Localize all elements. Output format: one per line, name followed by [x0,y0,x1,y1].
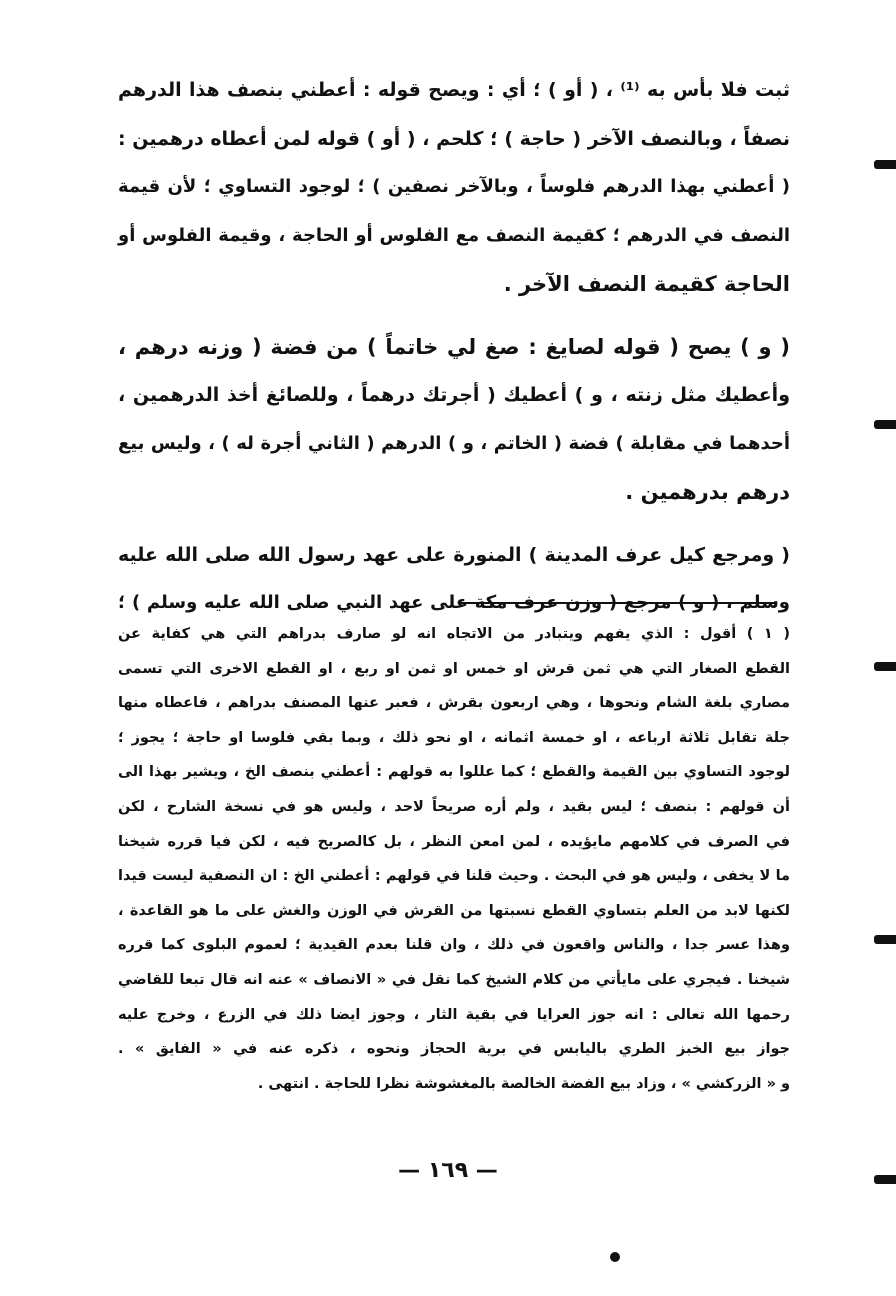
ink-dot [610,1252,620,1262]
page-edge-mark [874,160,896,169]
page-number: — ١٦٩ — [398,1158,498,1183]
text-line: ( ومرجع كيل عرف المدينة ) المنورة على عهد رسول الله صلى الله عليه [118,543,790,566]
footnote-separator [458,602,776,604]
footnote-line: لكنها لابد من العلم بتساوي القطع نسبتها من القرش في الوزن والغش على ما هو القاعدة ، [118,902,790,919]
footnote-line: أن قولهم : بنصف ؛ ليس بقيد ، ولم أره صريحاً لاحد ، وليس هو في نسخة الشارح ، لكن [118,798,790,815]
footnote-line: القطع الصغار التي هي ثمن قرش او خمس او ثمن او ربع ، او القطع الاخرى التي تسمى [118,660,790,677]
text-line: وسلم ، ( و ) مرجع ( وزن عرف مكة على عهد النبي صلى الله عليه وسلم ) ؛ [118,592,790,613]
footnote-line: رحمها الله تعالى : انه جوز العرايا في بقية الثار ، وجوز ايضا ذلك في الزرع ، وخرج عليه [118,1006,790,1023]
text-line: نصفاً ، وبالنصف الآخر ( حاجة ) ؛ كلحم ، ( أو ) قوله لمن أعطاه درهمين : [118,127,790,150]
footnote-line: مصاري بلغة الشام ونحوها ، وهي اربعون بقرش ، فعبر عنها المصنف بدراهم ، فاعطاه منها [118,695,790,712]
page-edge-mark [874,1175,896,1184]
text-line: النصف في الدرهم ؛ كقيمة النصف مع الفلوس أو الحاجة ، وقيمة الفلوس أو [118,224,790,246]
text-line: الحاجة كقيمة النصف الآخر . [503,272,790,296]
text-line: ( و ) يصح ( قوله لصايغ : صغ لي خاتماً ) من فضة ( وزنه درهم ، [118,334,790,359]
footnote-line: ( ١ ) أقول : الذي يفهم ويتبادر من الاتجاه انه لو صارف بدراهم التي هي كفاية عن [118,626,790,642]
page-edge-mark [874,420,896,429]
footnote-line: وهذا عسر جدا ، والناس واقعون في ذلك ، وان قلنا بعدم القيدية ؛ لعموم البلوى كما قرره [118,937,790,954]
page-edge-mark [874,935,896,944]
text-line: ( أعطني بهذا الدرهم فلوساً ، وبالآخر نصفين ) ؛ لوجود التساوي ؛ لأن قيمة [118,176,790,197]
footnote-line: شيخنا . فيجري على مايأتي من كلام الشيخ كما نقل في « الانصاف » عنه انه قال تبعا للقاضي [118,971,790,988]
page-edge-mark [874,662,896,671]
footnote-line: جلة تقابل ثلاثة ارباعه ، او خمسة اثمانه ، او نحو ذلك ، وبما بقي فلوسا او حاجة ؛ يجوز ؛ [118,729,790,746]
footnote-line: ما لا يخفى ، وليس هو في البحث . وحيث قلنا في قولهم : أعطني الخ : ان النصفية ليست قيدا [118,868,790,885]
text-line: درهم بدرهمين . [625,480,790,504]
text-line: وأعطيك مثل زنته ، و ) أعطيك ( أجرتك درهماً ، وللصائغ أخذ الدرهمين ، [118,384,790,406]
footnote-line: جواز بيع الخبز الطري باليابس في برية الحجاز ونحوه ، ذكره عنه في « الفايق » . [118,1041,790,1058]
text-line: ثبت فلا بأس به ⁽¹⁾ ، ( أو ) ؛ أي : ويصح قوله : أعطني بنصف هذا الدرهم [118,79,791,101]
footnote-line: لوجود التساوي بين القيمة والقطع ؛ كما عللوا به قولهم : أعطني بنصف الخ ، ويشير بهذا الى [118,764,790,781]
footnote [118,617,790,1101]
text-line: أحدهما في مقابلة ) فضة ( الخاتم ، و ) الدرهم ( الثاني أجرة له ) ، وليس بيع [118,432,790,454]
main-text [118,66,790,628]
footnote-line: و « الزركشي » ، وزاد بيع الفضة الخالصة بالمغشوشة نظرا للحاجة . انتهى . [257,1075,790,1092]
footnote-line: في الصرف في كلامهم مايؤيده ، لمن امعن النظر ، بل كالصريح فيه ، لكن فيا قرره شيخنا [118,833,790,850]
